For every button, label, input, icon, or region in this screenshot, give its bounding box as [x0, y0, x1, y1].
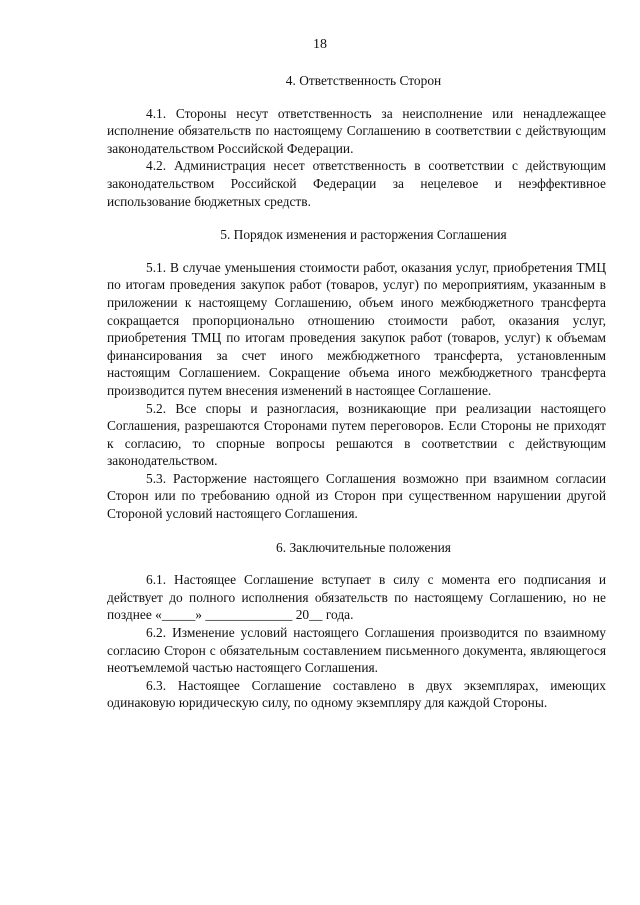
section-title: 5. Порядок изменения и расторжения Соглашения: [220, 227, 507, 243]
section-title: 4. Ответственность Сторон: [285, 73, 442, 88]
paragraph: 6.2. Изменение условий настоящего Соглашения производится по взаимному согласию Сторон с обязательным составлением письменного документа, являющегося неотъемлемой частью настоящего Соглашения.: [107, 625, 606, 676]
section-amendment: [107, 226, 606, 523]
paragraph: 5.2. Все споры и разногласия, возникающие при реализации настоящего Соглашения, разрешаются Сторонами путем переговоров. Если Стороны не приходят к согласию, то спорные вопросы решаются в соответствии с действующим законодательством.: [107, 400, 606, 469]
paragraph: 6.3. Настоящее Соглашение составлено в двух экземплярах, имеющих одинаковую юридическую силу, по одному экземпляру для каждой Стороны.: [107, 677, 606, 711]
document-body: [107, 72, 606, 712]
section-final-provisions: [107, 539, 606, 712]
paragraph: 5.3. Расторжение настоящего Соглашения возможно при взаимном согласии Сторон или по требованию одной из Сторон при существенном нарушении другой Стороной условий настоящего Соглашения.: [107, 470, 606, 522]
paragraph: 6.1. Настоящее Соглашение вступает в силу с момента его подписания и действует до полного исполнения обязательств по настоящему Соглашению, но не позднее «_____» _____________ 20__ года.: [107, 572, 606, 623]
section-title: 6. Заключительные положения: [276, 539, 451, 555]
paragraph: 5.1. В случае уменьшения стоимости работ, оказания услуг, приобретения ТМЦ по итогам проведения закупок работ (товаров, услуг) по мероприятиям, указанным в приложении к настоящему Соглашению, объем иного межбюджетного трансферта сокращается пропорционально отношению стоимости работ, оказания услуг, приобретения ТМЦ по итогам проведения закупок работ (товаров, услуг) к объемам финансирования за счет иного межбюджетного трансферта, установленным настоящим Соглашением. Сокращение объема иного межбюджетного трансферта производится путем внесения изменений в настоящее Соглашение.: [107, 259, 606, 398]
page-number: 18: [313, 37, 327, 52]
section-liability: [107, 72, 606, 210]
paragraph: 4.2. Администрация несет ответственность в соответствии с действующим законодательством Российской Федерации за нецелевое и неэффективное использование бюджетных средств.: [107, 158, 606, 209]
paragraph: 4.1. Стороны несут ответственность за неисполнение или ненадлежащее исполнение обязательств по настоящему Соглашению в соответствии с действующим законодательством Российской Федерации.: [107, 105, 606, 156]
